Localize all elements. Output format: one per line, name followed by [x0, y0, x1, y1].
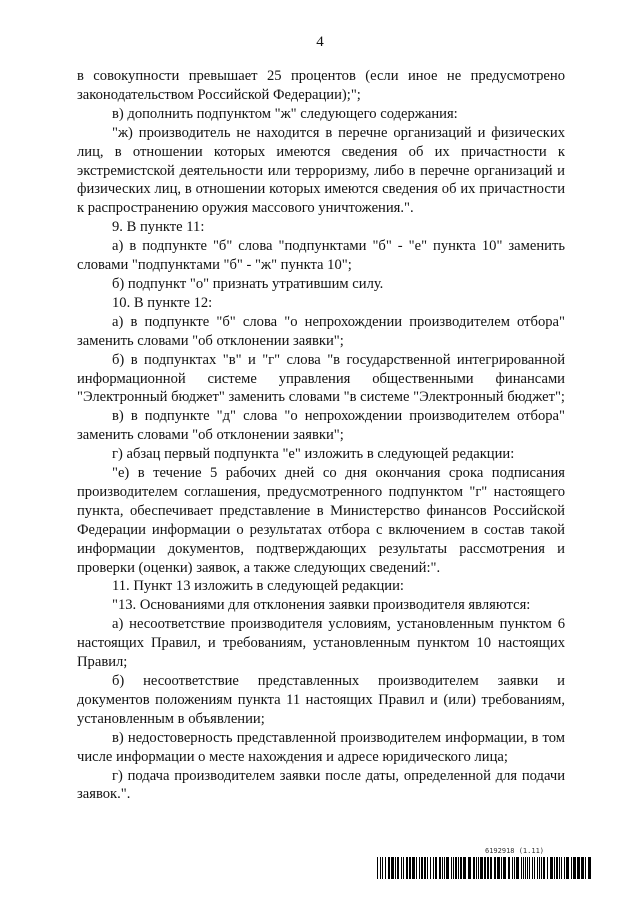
paragraph: а) в подпункте "б" слова "о непрохождении производителем отбора" заменить словами "об отклонении заявки"; — [77, 313, 565, 349]
barcode-code: 6192918 (1.11) — [485, 847, 545, 855]
page-number: 4 — [316, 34, 324, 50]
paragraph: а) несоответствие производителя условиям, установленным пунктом 6 настоящих Правил, и требованиям, установленным пунктом 10 настоящих Правил; — [77, 616, 565, 671]
paragraph: 10. В пункте 12: — [112, 294, 213, 311]
paragraph: г) подача производителем заявки после даты, определенной для подачи заявок.". — [77, 767, 565, 803]
barcode-icon — [377, 857, 593, 879]
paragraph: б) подпункт "о" признать утратившим силу. — [112, 275, 384, 292]
paragraph: в) в подпункте "д" слова "о непрохождении производителем отбора" заменить словами "об отклонении заявки"; — [77, 408, 565, 444]
paragraph: в) недостоверность представленной производителем информации, в том числе информации о месте нахождения и адресе юридического лица; — [77, 729, 565, 765]
paragraph: б) несоответствие представленных производителем заявки и документов положениям пункта 11 настоящих Правил и (или) требованиям, установленным в объявлении; — [77, 673, 565, 727]
paragraph: "е) в течение 5 рабочих дней со дня окончания срока подписания производителем соглашения, предусмотренного подпунктом "г" настоящего пункта, обеспечивает представление в Министерство финансов Российской Федерации информации о результатах отбора с включением в состав такой информации документов, подтверждающих результаты рассмотрения и проверки (оценки) заявок, а также следующих сведений:". — [77, 465, 565, 576]
paragraph: б) в подпунктах "в" и "г" слова "в государственной интегрированной информационной системе управления общественными финансами "Электронный бюджет" заменить словами "в системе "Электронный бюджет"; — [77, 351, 565, 406]
paragraph: 11. Пункт 13 изложить в следующей редакции: — [112, 578, 404, 595]
paragraph: в совокупности превышает 25 процентов (если иное не предусмотрено законодательством Российской Федерации);"; — [77, 68, 565, 103]
paragraph: а) в подпункте "б" слова "подпунктами "б" - "е" пункта 10" заменить словами "подпунктами "б" - "ж" пункта 10"; — [77, 238, 565, 274]
paragraph: г) абзац первый подпункта "е" изложить в следующей редакции: — [112, 446, 515, 463]
paragraph: "ж) производитель не находится в перечне организаций и физических лиц, в отношении которых имеются сведения об их причастности к экстремистской деятельности или терроризму, либо в перечне организаций и физических лиц, в отношении которых имеются сведения об их причастности к распространению оружия массового уничтожения.". — [77, 124, 565, 217]
paragraph: в) дополнить подпунктом "ж" следующего содержания: — [112, 105, 458, 122]
paragraph: 9. В пункте 11: — [112, 219, 205, 236]
paragraph: "13. Основаниями для отклонения заявки производителя являются: — [112, 597, 531, 614]
document-body — [77, 67, 565, 804]
